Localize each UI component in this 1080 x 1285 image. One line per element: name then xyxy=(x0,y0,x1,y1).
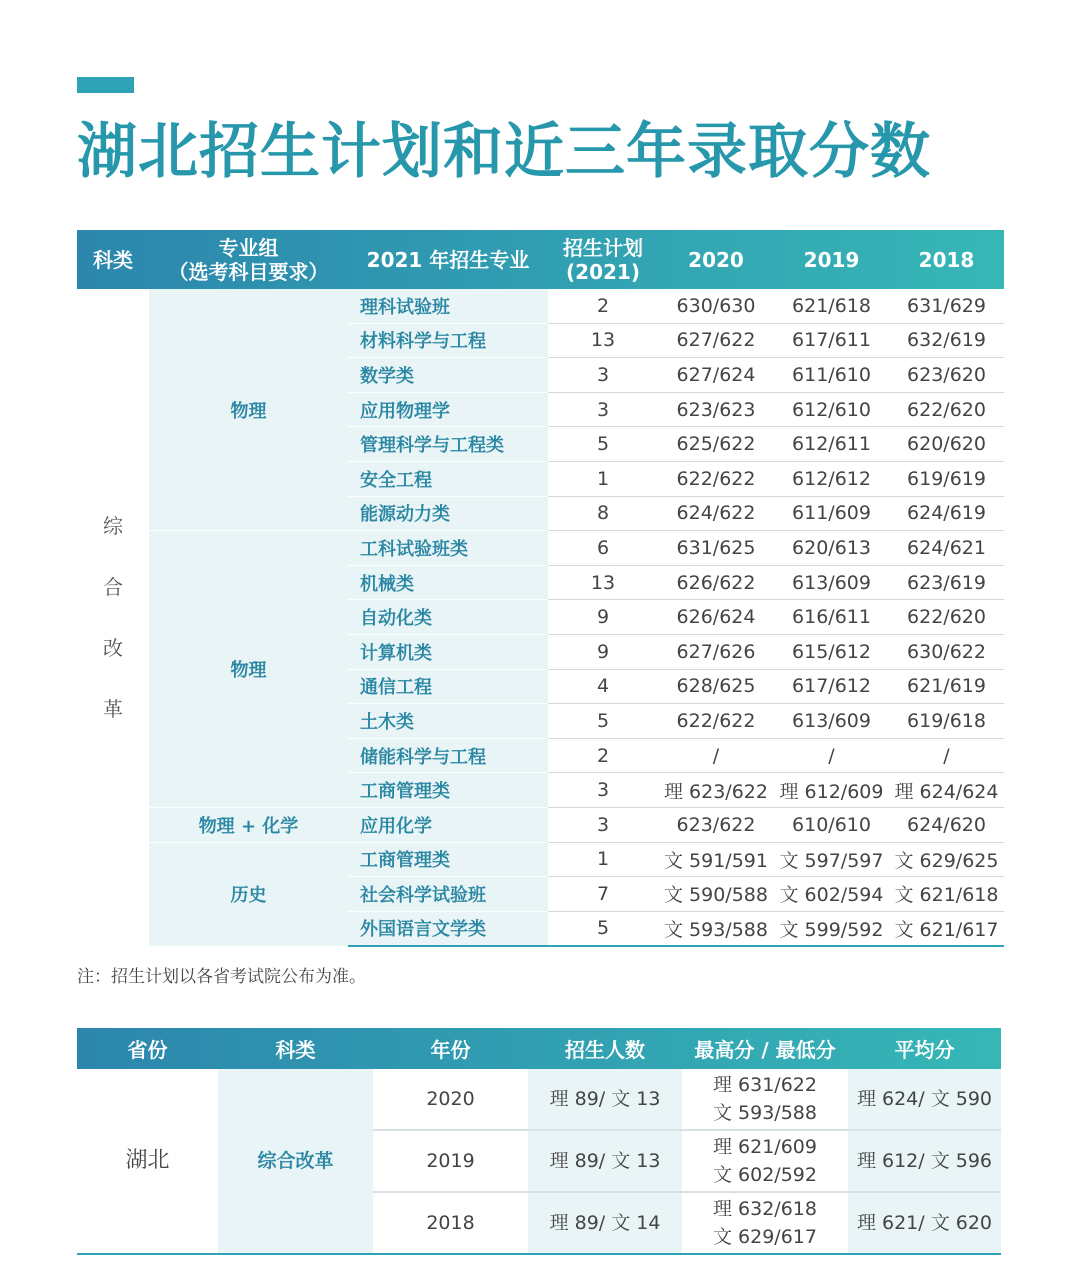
score-2019-cell: 615/612 xyxy=(774,634,889,669)
score-2020-cell: 627/622 xyxy=(658,323,774,358)
maxmin-cell xyxy=(682,1192,848,1254)
group-cell: 历史 xyxy=(149,842,348,946)
year-cell: 2019 xyxy=(373,1130,528,1192)
summary-category-cell: 综合改革 xyxy=(218,1069,373,1254)
maxmin-wen-line: 文 629/617 xyxy=(713,1226,817,1248)
summary-header-province: 省份 xyxy=(127,1038,168,1062)
score-2018-cell: 文 621/617 xyxy=(889,911,1004,946)
plan-cell: 13 xyxy=(548,565,658,600)
score-2020-cell: 622/622 xyxy=(658,704,774,739)
plan-cell: 6 xyxy=(548,531,658,566)
group-cell: 物理 xyxy=(149,289,348,531)
score-2020-cell: 623/622 xyxy=(658,807,774,842)
score-2018-cell: 624/621 xyxy=(889,531,1004,566)
maxmin-li-line: 理 632/618 xyxy=(713,1198,817,1220)
score-2019-cell: 612/610 xyxy=(774,392,889,427)
score-2020-cell: 624/622 xyxy=(658,496,774,531)
major-cell: 工科试验班类 xyxy=(348,531,548,566)
plan-cell: 7 xyxy=(548,877,658,912)
score-2018-cell: 631/629 xyxy=(889,289,1004,323)
score-2018-cell: 619/618 xyxy=(889,704,1004,739)
plan-cell: 4 xyxy=(548,669,658,704)
major-cell: 计算机类 xyxy=(348,634,548,669)
title-accent-bar xyxy=(77,77,134,93)
summary-header-count: 招生人数 xyxy=(565,1038,645,1062)
score-2019-cell: 621/618 xyxy=(774,289,889,323)
maxmin-cell xyxy=(682,1130,848,1192)
admission-score-table-body xyxy=(77,289,1004,946)
plan-cell: 8 xyxy=(548,496,658,531)
count-cell: 理 89/ 文 14 xyxy=(528,1192,682,1254)
avg-cell: 理 612/ 文 596 xyxy=(848,1130,1001,1192)
maxmin-cell xyxy=(682,1069,848,1130)
maxmin-li-line: 理 621/609 xyxy=(713,1136,817,1158)
score-2020-cell: 631/625 xyxy=(658,531,774,566)
plan-cell: 2 xyxy=(548,738,658,773)
table-header-row xyxy=(77,230,1004,289)
score-2019-cell: 文 597/597 xyxy=(774,842,889,877)
major-cell: 储能科学与工程 xyxy=(348,738,548,773)
summary-header-maxmin: 最高分 / 最低分 xyxy=(694,1038,836,1062)
score-2018-cell: / xyxy=(889,738,1004,773)
score-2019-cell: 617/612 xyxy=(774,669,889,704)
major-cell: 数学类 xyxy=(348,358,548,393)
summary-table xyxy=(77,1028,1001,1255)
major-cell: 能源动力类 xyxy=(348,496,548,531)
category-label: 综合改革 xyxy=(103,513,123,721)
score-2018-cell: 文 629/625 xyxy=(889,842,1004,877)
score-2018-cell: 文 621/618 xyxy=(889,877,1004,912)
major-cell: 自动化类 xyxy=(348,600,548,635)
score-2019-cell: 612/612 xyxy=(774,461,889,496)
score-2018-cell: 619/619 xyxy=(889,461,1004,496)
score-2018-cell: 632/619 xyxy=(889,323,1004,358)
major-cell: 工商管理类 xyxy=(348,773,548,808)
category-cell xyxy=(77,289,149,946)
admission-score-table-container xyxy=(77,230,1004,947)
score-2020-cell: 622/622 xyxy=(658,461,774,496)
year-cell: 2018 xyxy=(373,1192,528,1254)
count-cell: 理 89/ 文 13 xyxy=(528,1069,682,1130)
major-cell: 通信工程 xyxy=(348,669,548,704)
score-2018-cell: 624/619 xyxy=(889,496,1004,531)
major-cell: 应用物理学 xyxy=(348,392,548,427)
summary-header-row xyxy=(77,1028,1001,1069)
major-cell: 安全工程 xyxy=(348,461,548,496)
score-2020-cell: 626/624 xyxy=(658,600,774,635)
plan-cell: 13 xyxy=(548,323,658,358)
count-cell: 理 89/ 文 13 xyxy=(528,1130,682,1192)
score-2018-cell: 630/622 xyxy=(889,634,1004,669)
score-2019-cell: 617/611 xyxy=(774,323,889,358)
score-2020-cell: 626/622 xyxy=(658,565,774,600)
header-year-2020: 2020 xyxy=(688,247,744,272)
province-cell: 湖北 xyxy=(77,1069,218,1254)
plan-cell: 3 xyxy=(548,773,658,808)
plan-cell: 3 xyxy=(548,807,658,842)
header-group-line1: 专业组 xyxy=(218,235,279,260)
score-2020-cell: 630/630 xyxy=(658,289,774,323)
score-2019-cell: 610/610 xyxy=(774,807,889,842)
score-2019-cell: 理 612/609 xyxy=(774,773,889,808)
score-2020-cell: 623/623 xyxy=(658,392,774,427)
group-cell: 物理 + 化学 xyxy=(149,807,348,842)
major-cell: 理科试验班 xyxy=(348,289,548,323)
table-row xyxy=(77,842,1004,877)
score-2019-cell: 文 599/592 xyxy=(774,911,889,946)
major-cell: 土木类 xyxy=(348,704,548,739)
header-year-2019: 2019 xyxy=(803,247,860,272)
score-2020-cell: 理 623/622 xyxy=(658,773,774,808)
score-2020-cell: / xyxy=(658,738,774,773)
table-row xyxy=(77,289,1004,323)
score-2018-cell: 622/620 xyxy=(889,600,1004,635)
score-2019-cell: 611/609 xyxy=(774,496,889,531)
major-cell: 机械类 xyxy=(348,565,548,600)
table-row xyxy=(77,807,1004,842)
plan-cell: 2 xyxy=(548,289,658,323)
score-2019-cell: 616/611 xyxy=(774,600,889,635)
plan-cell: 3 xyxy=(548,392,658,427)
score-2020-cell: 628/625 xyxy=(658,669,774,704)
header-group xyxy=(149,230,348,289)
score-2020-cell: 文 591/591 xyxy=(658,842,774,877)
header-plan-line2: (2021) xyxy=(566,259,640,284)
avg-cell: 理 624/ 文 590 xyxy=(848,1069,1001,1130)
summary-header-avg: 平均分 xyxy=(894,1038,955,1062)
major-cell: 社会科学试验班 xyxy=(348,877,548,912)
major-cell: 外国语言文学类 xyxy=(348,911,548,946)
year-cell: 2020 xyxy=(373,1069,528,1130)
plan-cell: 9 xyxy=(548,600,658,635)
page-title: 湖北招生计划和近三年录取分数 xyxy=(77,117,931,187)
score-2020-cell: 文 590/588 xyxy=(658,877,774,912)
major-cell: 应用化学 xyxy=(348,807,548,842)
group-cell: 物理 xyxy=(149,531,348,808)
score-2019-cell: 文 602/594 xyxy=(774,877,889,912)
header-plan-line1: 招生计划 xyxy=(563,235,643,260)
score-2018-cell: 623/620 xyxy=(889,358,1004,393)
avg-cell: 理 621/ 文 620 xyxy=(848,1192,1001,1254)
header-plan xyxy=(548,230,658,289)
summary-header-year: 年份 xyxy=(430,1038,471,1062)
maxmin-li-line: 理 631/622 xyxy=(713,1074,817,1096)
score-2018-cell: 624/620 xyxy=(889,807,1004,842)
score-2019-cell: 612/611 xyxy=(774,427,889,462)
major-cell: 工商管理类 xyxy=(348,842,548,877)
maxmin-wen-line: 文 593/588 xyxy=(713,1102,817,1124)
score-2018-cell: 620/620 xyxy=(889,427,1004,462)
score-2020-cell: 文 593/588 xyxy=(658,911,774,946)
maxmin-wen-line: 文 602/592 xyxy=(713,1164,817,1186)
summary-header-category: 科类 xyxy=(275,1038,316,1062)
score-2018-cell: 理 624/624 xyxy=(889,773,1004,808)
score-2019-cell: 613/609 xyxy=(774,704,889,739)
score-2020-cell: 627/626 xyxy=(658,634,774,669)
score-2018-cell: 623/619 xyxy=(889,565,1004,600)
plan-cell: 9 xyxy=(548,634,658,669)
header-year-2018: 2018 xyxy=(918,247,975,272)
footnote: 注：招生计划以各省考试院公布为准。 xyxy=(77,967,366,987)
score-2019-cell: 611/610 xyxy=(774,358,889,393)
plan-cell: 5 xyxy=(548,911,658,946)
plan-cell: 5 xyxy=(548,427,658,462)
major-cell: 管理科学与工程类 xyxy=(348,427,548,462)
summary-table-container xyxy=(77,1028,1001,1255)
summary-table-body xyxy=(77,1069,1001,1254)
plan-cell: 1 xyxy=(548,461,658,496)
score-2018-cell: 622/620 xyxy=(889,392,1004,427)
header-group-line2: （选考科目要求） xyxy=(168,259,329,284)
score-2018-cell: 621/619 xyxy=(889,669,1004,704)
plan-cell: 3 xyxy=(548,358,658,393)
major-cell: 材料科学与工程 xyxy=(348,323,548,358)
table-row xyxy=(77,531,1004,566)
plan-cell: 1 xyxy=(548,842,658,877)
score-2019-cell: 613/609 xyxy=(774,565,889,600)
header-category: 科类 xyxy=(93,247,133,272)
header-major: 2021 年招生专业 xyxy=(366,247,530,272)
admission-score-table xyxy=(77,230,1004,947)
score-2020-cell: 627/624 xyxy=(658,358,774,393)
plan-cell: 5 xyxy=(548,704,658,739)
score-2019-cell: 620/613 xyxy=(774,531,889,566)
summary-row xyxy=(77,1069,1001,1130)
score-2020-cell: 625/622 xyxy=(658,427,774,462)
score-2019-cell: / xyxy=(774,738,889,773)
